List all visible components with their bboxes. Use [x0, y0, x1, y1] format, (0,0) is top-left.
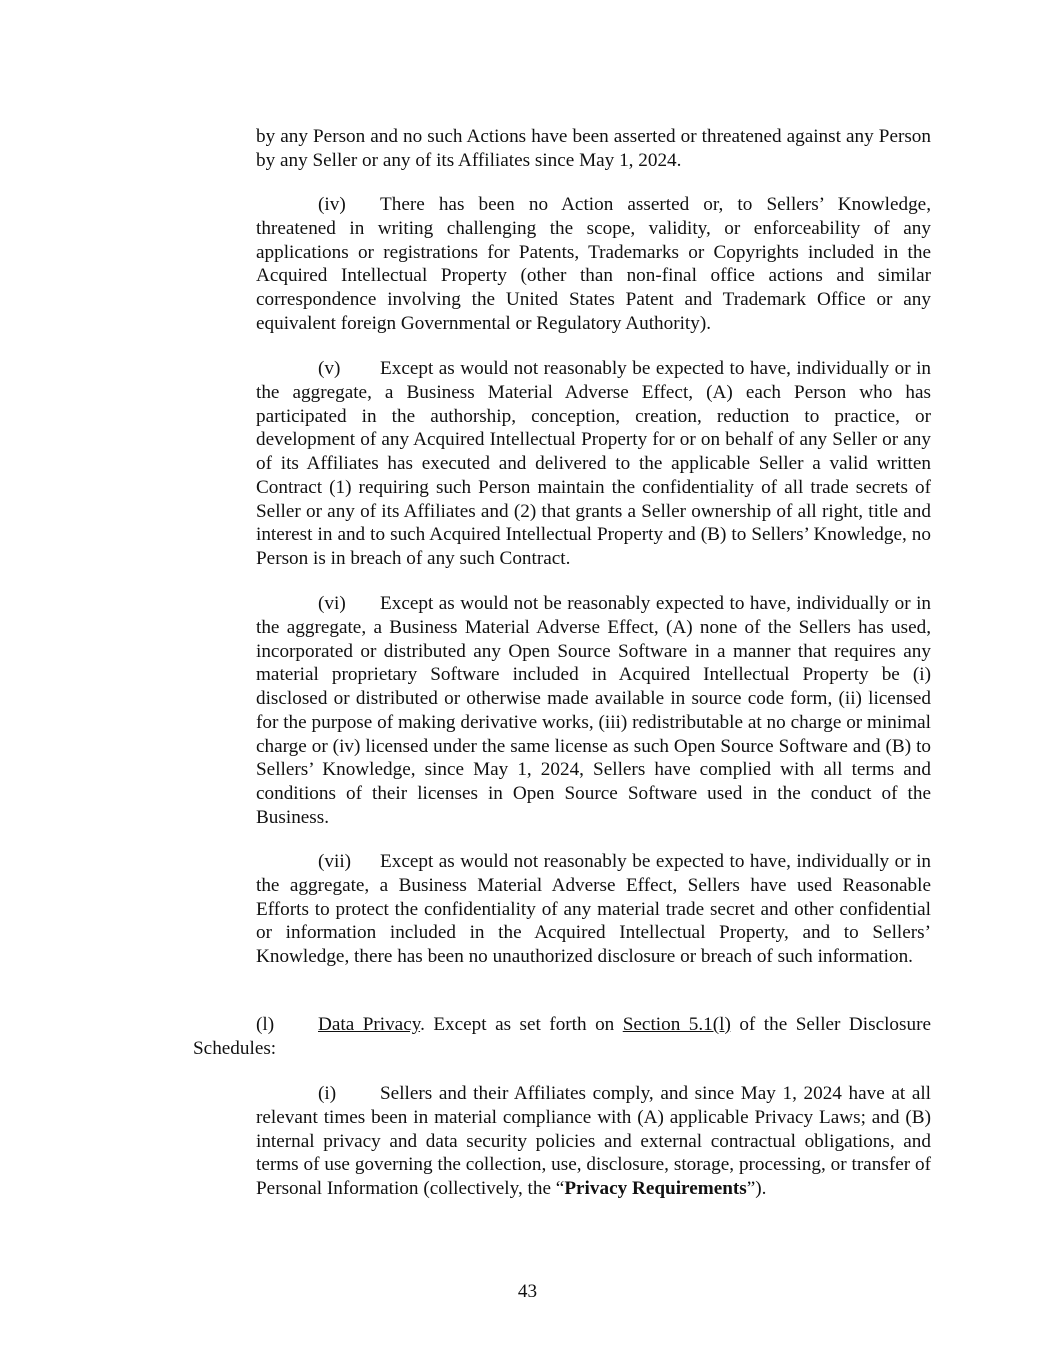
paragraph-label: (l) [256, 1014, 275, 1035]
section-l-data-privacy [193, 1013, 931, 1061]
page-number: 43 [517, 1281, 538, 1302]
paragraph-label: (vi) [318, 593, 346, 614]
section-reference: Section 5.1(l) [622, 1014, 731, 1035]
defined-term: Privacy Requirements [564, 1178, 747, 1199]
paragraph-i [256, 1082, 931, 1201]
paragraph-label: (v) [318, 358, 341, 379]
paragraph-text: Except as would not reasonably be expected to have, individually or in the aggregate, a Business Material Adverse Effect, Sellers have used Reasonable Efforts to protect the confidentiality of any material trade secret and other confidential or information included in the Acquired Intellectual Property, and to Sellers’ Knowledge, there has been no unauthorized disclosure or breach of such information. [256, 851, 931, 967]
paragraph-vi [256, 592, 931, 830]
paragraph-text: Sellers and their Affiliates comply, and since May 1, 2024 have at all relevant times been in material compliance with (A) applicable Privacy Laws; and (B) internal privacy and data security policies and external contractual obligations, and terms of use governing the collection, use, disclosure, storage, processing, or transfer of Personal Information (collectively, the “ [256, 1083, 931, 1199]
paragraph-text: . Except as set forth on [420, 1014, 623, 1035]
section-heading: Data Privacy [318, 1014, 421, 1035]
paragraph-label: (i) [318, 1083, 337, 1104]
paragraph-text: Except as would not reasonably be expected to have, individually or in the aggregate, a Business Material Adverse Effect, (A) each Person who has participated in the authorship, conception, creation, reduction to practice, or development of any Acquired Intellectual Property for or on behalf of any Seller or any of its Affiliates has executed and delivered to the applicable Seller a valid written Contract (1) requiring such Person maintain the confidentiality of all trade secrets of Seller or any of its Affiliates and (2) that grants a Seller ownership of all right, title and interest in and to such Acquired Intellectual Property and (B) to Sellers’ Knowledge, no Person is in breach of any such Contract. [256, 358, 931, 569]
paragraph-text: There has been no Action asserted or, to Sellers’ Knowledge, threatened in writing challenging the scope, validity, or enforceability of any applications or registrations for Patents, Trademarks or Copyrights included in the Acquired Intellectual Property (other than non-final office actions and similar correspondence involving the United States Patent and Trademark Office or any equivalent foreign Governmental or Regulatory Authority). [256, 194, 931, 334]
paragraph-iv [256, 193, 931, 336]
paragraph-v [256, 357, 931, 571]
paragraph-label: (iv) [318, 194, 346, 215]
paragraph-label: (vii) [318, 851, 352, 872]
paragraph-text: of the Seller Disclosure Schedules: [193, 1014, 931, 1059]
paragraph-vii [256, 850, 931, 969]
paragraph-text: ”). [746, 1178, 767, 1199]
paragraph-continuation: by any Person and no such Actions have been asserted or threatened against any Person by any Seller or any of its Affiliates since May 1, 2024. [256, 126, 931, 171]
paragraph-text: Except as would not be reasonably expected to have, individually or in the aggregate, a Business Material Adverse Effect, (A) none of the Sellers has used, incorporated or distributed any Open Source Software in a manner that requires any material proprietary Software included in Acquired Intellectual Property be (i) disclosed or distributed or otherwise made available in source code form, (ii) licensed for the purpose of making derivative works, (iii) redistributable at no charge or minimal charge or (iv) licensed under the same license as such Open Source Software and (B) to Sellers’ Knowledge, since May 1, 2024, Sellers have complied with all terms and conditions of their licenses in Open Source Software used in the conduct of the Business. [256, 593, 931, 828]
